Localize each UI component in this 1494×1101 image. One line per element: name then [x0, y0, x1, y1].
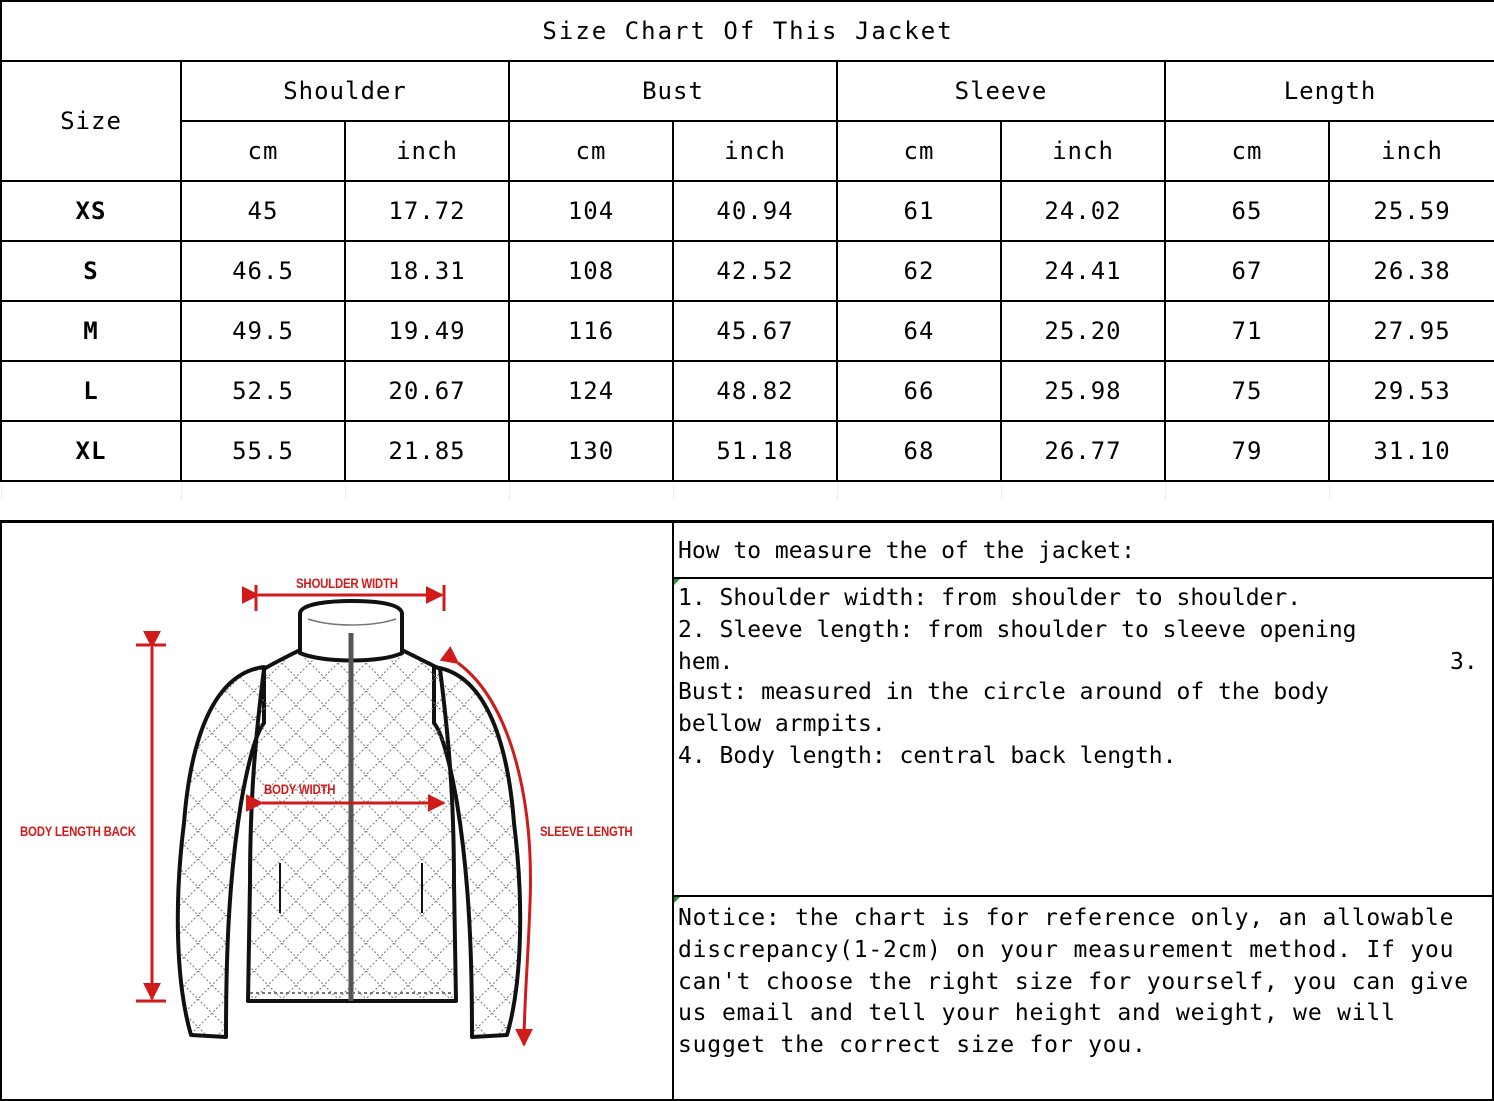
table-cell: 48.82	[673, 361, 837, 421]
table-cell: 79	[1165, 421, 1329, 481]
body-length-back-label: BODY LENGTH BACK	[20, 823, 136, 839]
table-cell: 25.20	[1001, 301, 1165, 361]
unit-header: cm	[509, 121, 673, 181]
table-cell: 27.95	[1329, 301, 1494, 361]
table-cell: 116	[509, 301, 673, 361]
notice-text: Notice: the chart is for reference only, an allowable discrepancy(1-2cm) on your measurement method. If you can't choose the right size for yourself, you can give us email and tell your height and weight, we will sugget the correct size for you.	[678, 905, 1469, 1059]
table-spacer-row	[1, 481, 1494, 500]
table-cell: 67	[1165, 241, 1329, 301]
unit-header: inch	[1001, 121, 1165, 181]
size-label: XS	[1, 181, 181, 241]
table-cell: 51.18	[673, 421, 837, 481]
table-row	[1, 421, 1494, 481]
table-cell: 64	[837, 301, 1001, 361]
group-header-sleeve: Sleeve	[837, 61, 1165, 121]
table-cell: 66	[837, 361, 1001, 421]
table-row	[1, 301, 1494, 361]
instructions-heading-box	[674, 523, 1492, 579]
table-cell: 29.53	[1329, 361, 1494, 421]
table-cell: 108	[509, 241, 673, 301]
body-length-arrow	[136, 645, 166, 1001]
group-header-bust: Bust	[509, 61, 837, 121]
table-title: Size Chart Of This Jacket	[1, 1, 1494, 61]
table-cell: 49.5	[181, 301, 345, 361]
step-2-continued: hem.	[678, 649, 734, 675]
shoulder-width-label: SHOULDER WIDTH	[296, 575, 398, 591]
table-cell: 20.67	[345, 361, 509, 421]
unit-header: inch	[673, 121, 837, 181]
unit-header: inch	[1329, 121, 1494, 181]
table-cell: 46.5	[181, 241, 345, 301]
unit-header: cm	[181, 121, 345, 181]
table-cell: 55.5	[181, 421, 345, 481]
size-column-header: Size	[1, 61, 181, 181]
table-cell: 71	[1165, 301, 1329, 361]
table-cell: 68	[837, 421, 1001, 481]
jacket-diagram-panel	[2, 523, 674, 1099]
size-chart-table	[0, 0, 1494, 500]
jacket-diagram	[2, 523, 672, 1099]
size-label: S	[1, 241, 181, 301]
table-cell: 104	[509, 181, 673, 241]
table-cell: 26.38	[1329, 241, 1494, 301]
step-4: 4. Body length: central back length.	[678, 743, 1177, 769]
step-3: Bust: measured in the circle around of the body	[678, 679, 1329, 705]
table-cell: 24.41	[1001, 241, 1165, 301]
table-cell: 130	[509, 421, 673, 481]
instructions-heading: How to measure the of the jacket:	[678, 538, 1135, 564]
unit-header: cm	[1165, 121, 1329, 181]
table-cell: 65	[1165, 181, 1329, 241]
table-cell: 25.59	[1329, 181, 1494, 241]
table-cell: 61	[837, 181, 1001, 241]
table-cell: 31.10	[1329, 421, 1494, 481]
unit-header: inch	[345, 121, 509, 181]
size-label: L	[1, 361, 181, 421]
table-cell: 75	[1165, 361, 1329, 421]
group-header-shoulder: Shoulder	[181, 61, 509, 121]
measurement-section	[0, 520, 1494, 1101]
table-cell: 25.98	[1001, 361, 1165, 421]
table-cell: 21.85	[345, 421, 509, 481]
size-label: XL	[1, 421, 181, 481]
group-header-length: Length	[1165, 61, 1494, 121]
step-2: 2. Sleeve length: from shoulder to sleeve opening	[678, 617, 1357, 643]
table-row	[1, 361, 1494, 421]
measure-instructions-panel	[674, 523, 1492, 1099]
table-row	[1, 181, 1494, 241]
jacket-icon	[178, 601, 520, 1037]
table-cell: 26.77	[1001, 421, 1165, 481]
table-cell: 62	[837, 241, 1001, 301]
table-cell: 19.49	[345, 301, 509, 361]
table-cell: 42.52	[673, 241, 837, 301]
step-3-number: 3.	[1450, 649, 1478, 675]
table-cell: 40.94	[673, 181, 837, 241]
table-cell: 52.5	[181, 361, 345, 421]
step-3-continued: bellow armpits.	[678, 711, 886, 737]
table-row	[1, 241, 1494, 301]
table-cell: 18.31	[345, 241, 509, 301]
size-label: M	[1, 301, 181, 361]
table-cell: 17.72	[345, 181, 509, 241]
table-cell: 45	[181, 181, 345, 241]
step-1: 1. Shoulder width: from shoulder to shoulder.	[678, 585, 1302, 611]
sleeve-length-label: SLEEVE LENGTH	[540, 823, 633, 839]
unit-header: cm	[837, 121, 1001, 181]
instructions-steps	[674, 579, 1492, 897]
body-width-label: BODY WIDTH	[264, 781, 336, 797]
table-cell: 45.67	[673, 301, 837, 361]
table-cell: 124	[509, 361, 673, 421]
table-cell: 24.02	[1001, 181, 1165, 241]
